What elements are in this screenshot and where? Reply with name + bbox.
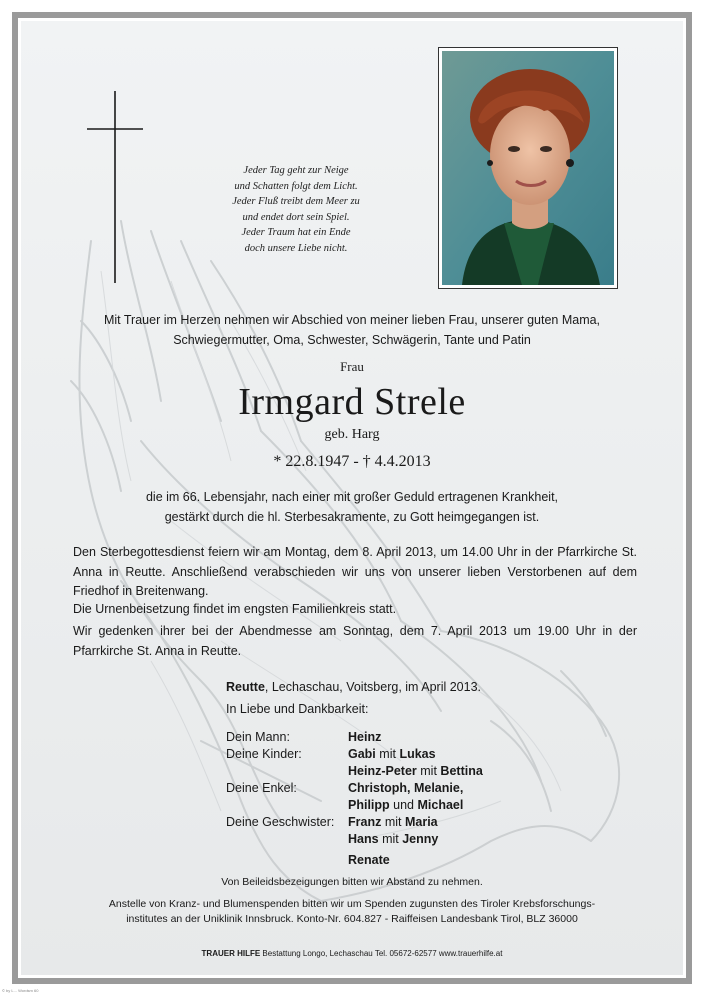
family-names [348,798,463,812]
family-names [348,781,463,795]
life-dates: * 22.8.1947 - † 4.4.2013 [273,453,431,470]
family-name: Michael [417,798,464,812]
family-name: Philipp [348,798,390,812]
family-name: Gabi [348,747,376,761]
family-sep: mit [382,832,399,846]
intro-line: Schwiegermutter, Oma, Schwester, Schwägerin, Tante und Patin [173,333,531,347]
family-name: Heinz-Peter [348,764,417,778]
deceased-name: Irmgard Strele [238,381,466,423]
family-sep: mit [420,764,437,778]
portrait-photo [442,51,614,285]
outer-frame [12,12,692,984]
family-sep: mit [384,815,402,829]
footer-brand: TRAUER HILFE [201,949,261,958]
family-name: Heinz [348,730,382,744]
intro-line: Mit Trauer im Herzen nehmen wir Abschied von meiner lieben Frau, unserer guten Mama, [103,313,601,327]
family-name: Jenny [402,832,439,846]
family-label: Deine Kinder: [226,747,302,761]
poem-line: Jeder Traum hat ein Ende [241,227,351,238]
family-names [348,815,438,829]
side-credit: © by L... Wordsm 60 [2,988,39,993]
footer-text: Bestattung Longo, Lechaschau Tel. 05672-62577 www.trauerhilfe.at [260,949,503,958]
urn-paragraph: Die Urnenbeisetzung findet im engsten Familienkreis statt. [73,602,397,616]
maiden-name: geb. Harg [324,427,380,442]
donation-line: institutes an der Uniklinik Innsbruck. Konto-Nr. 604.827 - Raiffeisen Landesbank Tirol, BLZ 36000 [126,912,578,925]
donation-notice [21,897,683,926]
inner-frame [18,18,686,978]
salutation: Frau [340,359,364,374]
family-name: Franz [348,815,382,829]
intro-text [21,310,683,350]
family-name: Renate [348,853,390,867]
poem-line: doch unsere Liebe nicht. [244,242,348,254]
place-bold: Reutte [226,680,265,694]
poem [201,163,391,256]
illness-line: gestärkt durch die hl. Sterbesakramente, zu Gott heimgegangen ist. [164,510,540,524]
poem-line: und endet dort sein Spiel. [242,211,350,223]
family-label: Dein Mann: [226,730,290,744]
place-rest: , Lechaschau, Voitsberg, im April 2013. [264,680,482,694]
family-sep: mit [379,747,396,761]
cross-icon [87,91,147,291]
family-names [348,730,381,744]
poem-line: Jeder Tag geht zur Neige [243,165,349,176]
illness-line: die im 66. Lebensjahr, nach einer mit großer Geduld ertragenen Krankheit, [145,490,559,504]
family-names [348,764,483,778]
funeral-paragraph: Den Sterbegottesdienst feiern wir am Montag, dem 8. April 2013, um 14.00 Uhr in der Pfarrkirche St. Anna in Reutte. Anschließend verabschieden wir uns von unserer lieben Verstorbenen auf dem Friedhof in Breitenwang. [73,545,637,598]
illness-text [21,487,683,527]
family-name: Maria [404,815,438,829]
family-name: Bettina [440,764,483,778]
love-line: In Liebe und Dankbarkeit: [226,702,369,716]
place-date-line [226,680,481,694]
family-label: Deine Geschwister: [226,815,335,829]
poem-line: Jeder Fluß treibt dem Meer zu [232,196,360,207]
family-label: Deine Enkel: [226,781,297,795]
family-sep: und [393,798,415,812]
family-names [348,853,390,867]
family-name: Hans [348,832,379,846]
portrait-frame [438,47,618,289]
footer-credit [21,949,683,958]
donation-line: Anstelle von Kranz- und Blumenspenden bitten wir um Spenden zugunsten des Tiroler Krebsforschungs- [108,898,596,910]
condolence-notice: Von Beileidsbezeigungen bitten wir Abstand zu nehmen. [221,876,483,888]
family-names [348,747,436,761]
family-name: Christoph, Melanie, [348,781,464,795]
family-name: Lukas [399,747,436,761]
mass-paragraph: Wir gedenken ihrer bei der Abendmesse am Sonntag, dem 7. April 2013 um 19.00 Uhr in der Pfarrkirche St. Anna in Reutte. [73,624,637,658]
poem-line: und Schatten folgt dem Licht. [234,180,358,192]
family-names [348,832,438,846]
obituary-paper [21,21,683,975]
